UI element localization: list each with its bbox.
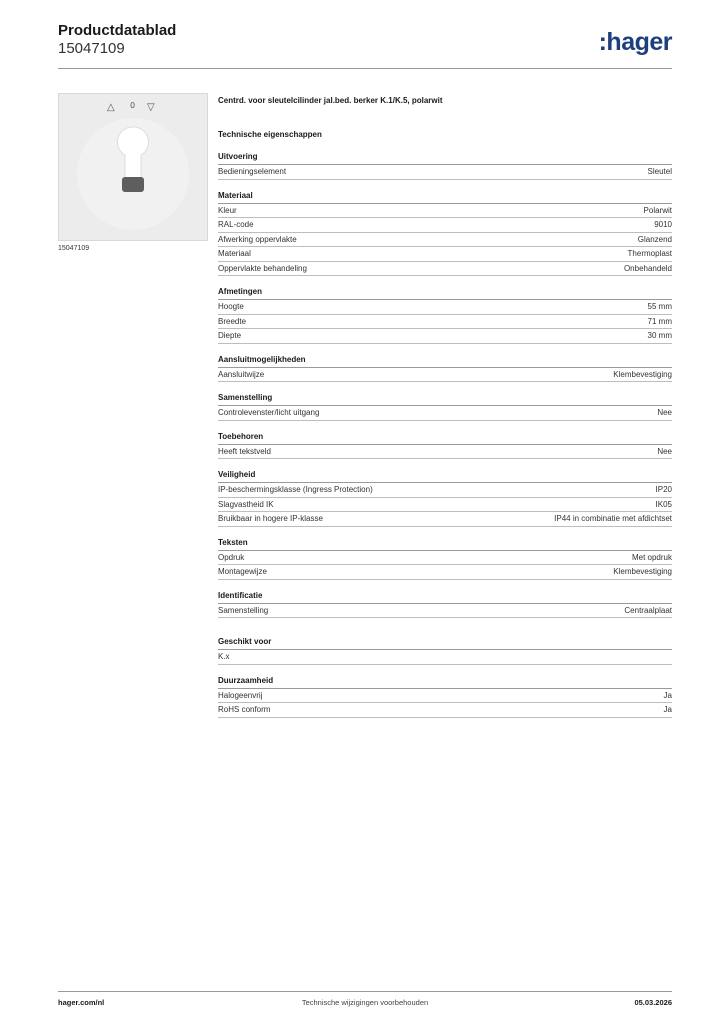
header-divider [58, 68, 672, 69]
spec-value: IP20 [655, 485, 672, 494]
spec-row [218, 315, 672, 330]
section-title: Teksten [218, 537, 672, 551]
spec-label: RAL-code [218, 220, 254, 229]
spec-value: Sleutel [647, 167, 672, 176]
spec-value: IP44 in combinatie met afdichtset [554, 514, 672, 523]
spec-label: Hoogte [218, 302, 244, 311]
spec-row [218, 368, 672, 383]
page-header [58, 22, 672, 68]
spec-value: 55 mm [647, 302, 672, 311]
spec-section [218, 392, 672, 421]
down-arrow-symbol: ▽ [147, 102, 155, 113]
spec-value: 9010 [654, 220, 672, 229]
spec-section [218, 190, 672, 277]
spec-row [218, 218, 672, 233]
spec-row [218, 406, 672, 421]
spec-section [218, 354, 672, 383]
spec-value: 30 mm [647, 331, 672, 340]
hager-logo: :hager [598, 28, 672, 56]
product-image [58, 93, 208, 241]
spec-row [218, 498, 672, 513]
spec-value: IK05 [655, 499, 672, 509]
section-title: Duurzaamheid [218, 675, 672, 689]
footer-date: 05.03.2026 [634, 998, 672, 1007]
spec-label: Diepte [218, 331, 242, 340]
main-content [218, 96, 672, 728]
spec-value: Centraalplaat [624, 605, 672, 615]
spec-row [218, 300, 672, 315]
section-title: Veiligheid [218, 469, 672, 483]
spec-value: Polarwit [643, 205, 672, 215]
spec-row [218, 165, 672, 180]
spec-label: RoHS conform [218, 705, 271, 714]
section-title: Identificatie [218, 590, 672, 604]
spec-value: 71 mm [647, 316, 672, 326]
section-title: Afmetingen [218, 286, 672, 300]
spec-row [218, 512, 672, 527]
spec-label: Kleur [218, 205, 237, 215]
footer-website: hager.com/nl [58, 998, 105, 1007]
spec-label: IP-beschermingsklasse (Ingress Protection) [218, 485, 373, 494]
footer-disclaimer: Technische wijzigingen voorbehouden [301, 998, 429, 1007]
product-description: Centrd. voor sleutelcilinder jal.bed. berker K.1/K.5, polarwit [218, 96, 443, 105]
section-title: Samenstelling [218, 392, 672, 406]
section-title: Toebehoren [218, 431, 672, 445]
spec-value: Klembevestiging [613, 369, 672, 379]
spec-label: Bruikbaar in hogere IP-klasse [218, 514, 323, 523]
spec-row [218, 703, 672, 718]
spec-row [218, 604, 672, 619]
spec-row [218, 483, 672, 498]
technical-properties-title: Technische eigenschappen [218, 130, 322, 139]
spec-row [218, 247, 672, 262]
section-title: Uitvoering [218, 151, 672, 165]
spec-label: Halogeenvrij [218, 690, 263, 700]
spec-row [218, 204, 672, 219]
spec-row [218, 689, 672, 704]
spec-row [218, 650, 672, 665]
spec-section [218, 151, 672, 180]
up-arrow-symbol: △ [107, 102, 115, 113]
key-cylinder-plate-icon [59, 94, 207, 240]
spec-label: Afwerking oppervlakte [218, 234, 297, 244]
spec-value: Klembevestiging [613, 567, 672, 576]
spec-label: Controlevenster/licht uitgang [218, 408, 320, 417]
spec-label: Montagewijze [218, 567, 267, 576]
spec-label: K.x [218, 652, 230, 661]
document-number: 15047109 [58, 40, 125, 57]
spec-value: Glanzend [637, 234, 672, 244]
spec-label: Aansluitwijze [218, 369, 265, 379]
spec-row [218, 233, 672, 248]
spec-section [218, 469, 672, 527]
section-title: Aansluitmogelijkheden [218, 354, 672, 368]
spec-section [218, 431, 672, 460]
spec-value: Thermoplast [627, 249, 672, 258]
spec-value: Onbehandeld [623, 263, 672, 273]
spec-label: Slagvastheid IK [218, 499, 274, 509]
spec-value: Ja [663, 705, 672, 714]
spec-label: Opdruk [218, 552, 245, 562]
document-title: Productdatablad [58, 22, 177, 39]
spec-section [218, 590, 672, 619]
spec-sections [218, 151, 672, 718]
section-title: Materiaal [218, 190, 672, 204]
spec-section [218, 537, 672, 580]
section-title: Geschikt voor [218, 636, 672, 650]
spec-section [218, 286, 672, 344]
spec-row [218, 262, 672, 277]
spec-value: Ja [663, 690, 672, 700]
spec-section [218, 636, 672, 665]
spec-row [218, 445, 672, 460]
spec-row [218, 329, 672, 344]
spec-label: Heeft tekstveld [218, 446, 271, 456]
spec-label: Materiaal [218, 249, 251, 258]
image-caption: 15047109 [58, 245, 90, 252]
spec-value: Nee [657, 408, 672, 417]
spec-label: Breedte [218, 316, 247, 326]
spec-row [218, 551, 672, 566]
spec-section [218, 675, 672, 718]
spec-value: Nee [657, 446, 672, 456]
spec-row [218, 565, 672, 580]
footer-divider [58, 991, 672, 992]
spec-label: Oppervlakte behandeling [218, 263, 307, 273]
zero-symbol: 0 [130, 101, 136, 110]
spec-value: Met opdruk [631, 552, 672, 562]
spec-label: Bedieningselement [218, 167, 287, 176]
spec-label: Samenstelling [218, 605, 269, 615]
